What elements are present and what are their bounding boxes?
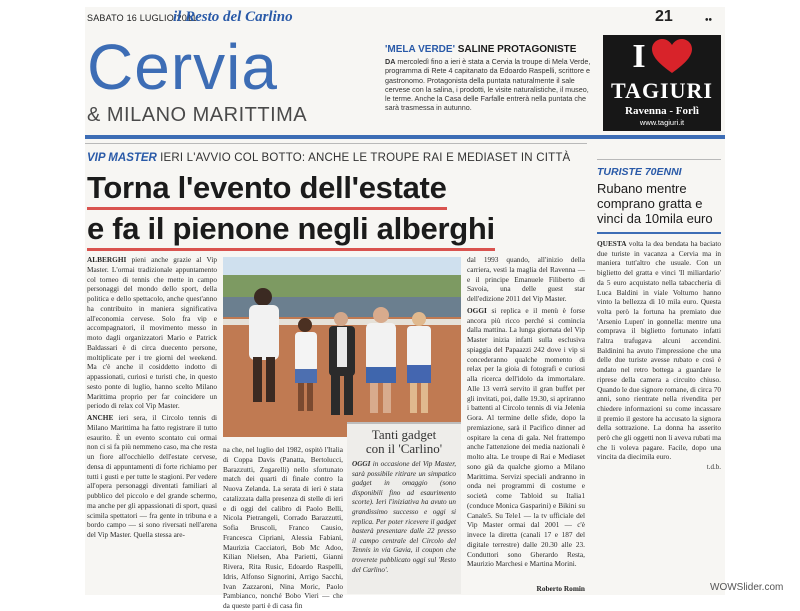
brief-body bbox=[385, 57, 593, 113]
paragraph-lead: OGGI bbox=[467, 305, 487, 315]
sidebar-signature: t.d.b. bbox=[706, 463, 721, 472]
issue-date: SABATO 16 LUGLIO 2011 bbox=[87, 13, 197, 23]
sidebar-story bbox=[597, 159, 721, 471]
page-header bbox=[85, 9, 645, 29]
gadget-lead: OGGI bbox=[352, 460, 371, 468]
paragraph-lead: ALBERGHI bbox=[87, 255, 127, 264]
gadget-box-title bbox=[347, 428, 461, 456]
paragraph-text: na che, nel luglio del 1982, ospitò l'Italia di Coppa Davis (Panatta, Bertolucci, Barazzutti, Zugarelli) nello sfortunato match dei quarti di finale contro la Nuova Zelanda. La serata di ieri è stata catalizzata dalla presenza di stelle di ieri e di oggi del calibro di Paolo Belli, Nicola Pietrangeli, Corrado Barazzutti, Sofia Bruscoli, Franco Causio, Francesca Cipriani, Alessia Fabiani, Maurizia Cacciatori, Bob Mc Adoo, Kilian Nielsen, Aba Parietti, Gianni Rivera, Rita Rusic, Edoardo Raspelli, Idris, Alfonso Signorini, Arrigo Sacchi, Ivan Zazzaroni, Nina Moric, Paolo Pambianco, nonché Bobo Vieri — che da queste parti è di casa fin bbox=[223, 445, 343, 610]
kicker-tag: VIP MASTER bbox=[87, 152, 157, 164]
paragraph-text: si replica e il menù è forse ancora più ricco perché si comincia dalla mattina. La lunga giornata del Vip Master inizia infatti sulla esclusiva spiaggia del Papaazzi 242 dove i vip si concederanno qualche momento di relax per la gioia di fotografi e curiosi alla ricerca dell'idolo da immortalare. Alle 13 verrà servito il gran buffet per gli invitati, poi, dalle 19.30, si apriranno i battenti al Circolo tennis di via Jelenia Gora. Al termine delle sfide, dopo la premiazione, sarà il Pacifico dinner ad ospitare la cena di gala. Nel frattempo anche l'attenzione dei media nazionali è molto alta. Le troupe di Rai e Mediaset sono già da qualche giorno a Milano Marittima. Servizi speciali andranno in onda nei programmi di costume e società come Tabloid su Italia1 (conduce Monica Gasparini) e Bikini su Canale5. Su Tele1 — la tv ufficiale del Vip Master ormai dal 2001 — c'è invece la diretta (canali 17 e 187 del digitale terrestre) dalle 20.30 alle 23. Conduttori sono Gherardo Resta, Maurizio Marchesi e Martina Morini. bbox=[467, 305, 586, 569]
page-number: 21 bbox=[655, 8, 673, 25]
heart-icon bbox=[652, 39, 692, 75]
gadget-text: in occasione del Vip Master, sarà possibile ritirare un simpatico gadget in omaggio (sono disponibili fino ad esaurimento scorte). Ieri l'iniziativa ha avuto un grandissimo successo e oggi si replica. Per poter ricevere il gadget basterà presentare dalle 22 presso il campo centrale del Circolo del Tennis in via Gavia, il coupon che troverete pubblicato oggi sul 'Resto del Carlino'. bbox=[352, 460, 456, 574]
ad-cities: Ravenna - Forlì bbox=[625, 105, 699, 117]
gadget-box bbox=[347, 422, 461, 594]
sidebar-rule bbox=[597, 159, 721, 160]
brief-heading bbox=[385, 44, 593, 55]
article-paragraph bbox=[467, 306, 585, 569]
newspaper-name: il Resto del Carlino bbox=[173, 9, 293, 25]
gadget-title-line-2: con il 'Carlino' bbox=[365, 441, 443, 456]
paragraph-text: dal 1993 quando, all'inizio della carriera, vestì la maglia del Ravenna — e il principe Emanuele Filiberto di Savoia, una delle guest star dell'edizione 2011 del Vip Master. bbox=[467, 255, 585, 303]
brief-tag: 'MELA VERDE' bbox=[385, 44, 455, 55]
article-paragraph bbox=[467, 255, 585, 304]
article-divider bbox=[85, 143, 587, 144]
page-dots: •• bbox=[705, 15, 713, 26]
brief-title: SALINE PROTAGONISTE bbox=[457, 44, 577, 55]
article-column-1 bbox=[87, 255, 217, 542]
gadget-box-body bbox=[347, 456, 461, 575]
sidebar-lead: QUESTA bbox=[597, 239, 627, 248]
section-city-title: Cervia bbox=[87, 31, 278, 103]
brief-lead: DA bbox=[385, 57, 396, 66]
sidebar-body bbox=[597, 239, 721, 462]
ad-i-letter: I bbox=[632, 38, 646, 75]
newspaper-page bbox=[85, 7, 725, 610]
gadget-title-line-1: Tanti gadget bbox=[371, 427, 437, 442]
paragraph-text: ieri sera, il Circolo tennis di Milano Marittima ha fatto registrare il tutto esaurito. È un evento scontato cui ormai non ci si fa più nemmeno caso, ma che resta un fiore all'occhiello dell'estate cervese, densa di appuntamenti di forte richiamo per tutti i gusti e per tutte le stagioni. Per vedere all'opera personaggi diventati familiari al pubblico del piccolo e del grande schermo, ma anche per gli appassionati di sport, quasi scimila spettatori — fra gente in tribuna e a bordo campo — si sono riversati nell'arena del Vip Master. Quella stessa are- bbox=[87, 413, 217, 539]
mela-verde-brief bbox=[385, 44, 593, 113]
sidebar-text: volta la dea bendata ha baciato due turiste in vacanza a Cervia ma in maniera tutt'altro che usuale. Con un biglietto del gratta e vinci 'Il miliardario' da 5 euro acquistato nella tabaccheria di Luca Baldini in viale Volturno hanno vinto la bellezza di 10 mila euro. Questa volta però la fortuna ha premiato due 'Arsenio Lupen' in gonnella: mentre una comprava il biglietto fortunato infatti l'altra trafugava alcuni accendini. Baldinini ha avuto l'impressione che una delle due turiste avesse rubato e così è andato nel retro bottega a guardare le riprese della camera a circuito chiuso. Quando le due signore romane, di circa 70 anni, sono rientrate nella rivendita per chiedere informazioni su come incassare il premio il gestore ha accusato la signora della sottrazione. La donna ha asserito però che gli oggetti non li aveva rubati ma che li voleva pagare. Facile, dopo una vincita da diecimila euro. bbox=[597, 239, 722, 462]
article-column-2 bbox=[223, 445, 343, 611]
paragraph-text: pieni anche grazie al Vip Master. L'ormai tradizionale appuntamento col torneo di tennis che mette in campo personaggi del mondo dello sport, della politica e dello spettacolo, anche quest'anno ha contribuito in maniera significativa all'economia cervese. Solo fra vip e accompagnatori, il movimento messo in moto dagli organizzatori Mario e Patrick Baldassari è di circa duecento persone, moltiplicate per i tre giorni del weekend. Ma c'è anche il cosiddetto indotto di appassionati, curiosi e turisti che, in questo sesto ponte di luglio, hanno scelto Milano Marittima proprio per far coincidere un periodo di relax col Vip Master. bbox=[87, 255, 217, 411]
article-byline: Roberto Romin bbox=[536, 584, 585, 593]
watermark: WOWSlider.com bbox=[710, 582, 784, 593]
sidebar-headline: Rubano mentre comprano gratta e vinci da 10mila euro bbox=[597, 181, 721, 234]
paragraph-lead: ANCHE bbox=[87, 413, 114, 422]
headline-line-1: Torna l'evento dell'estate bbox=[87, 169, 447, 210]
ad-website: www.tagiuri.it bbox=[639, 118, 685, 127]
sidebar-tag: TURISTE 70ENNI bbox=[597, 166, 682, 178]
tagiuri-advertisement[interactable] bbox=[603, 35, 721, 131]
article-kicker bbox=[87, 152, 587, 164]
vip-players-photo bbox=[223, 257, 461, 437]
article-paragraph bbox=[87, 255, 217, 411]
kicker-text: IERI L'AVVIO COL BOTTO: ANCHE LE TROUPE RAI E MEDIASET IN CITTÀ bbox=[160, 152, 571, 164]
article-paragraph bbox=[87, 413, 217, 540]
headline-line-2: e fa il pienone negli alberghi bbox=[87, 210, 495, 251]
article-column-4 bbox=[467, 255, 585, 571]
section-divider bbox=[85, 135, 725, 139]
ad-brand: TAGIURI bbox=[611, 78, 713, 103]
article-headline bbox=[87, 169, 587, 251]
section-subtitle: & MILANO MARITTIMA bbox=[87, 104, 308, 126]
brief-text: mercoledì fino a ieri è stata a Cervia la troupe di Mela Verde, programma di Rete 4 capitanato da Edoardo Raspelli, scrittore e gastronomo. Protagonista della puntata naturalmente il sale cervese con la salina, i prodotti, le visite naturalistiche, il museo, le terme. Anche la Casa delle Farfalle entrerà nella puntata che sarà trasmessa in autunno. bbox=[385, 57, 591, 113]
ad-slogan bbox=[603, 37, 721, 77]
